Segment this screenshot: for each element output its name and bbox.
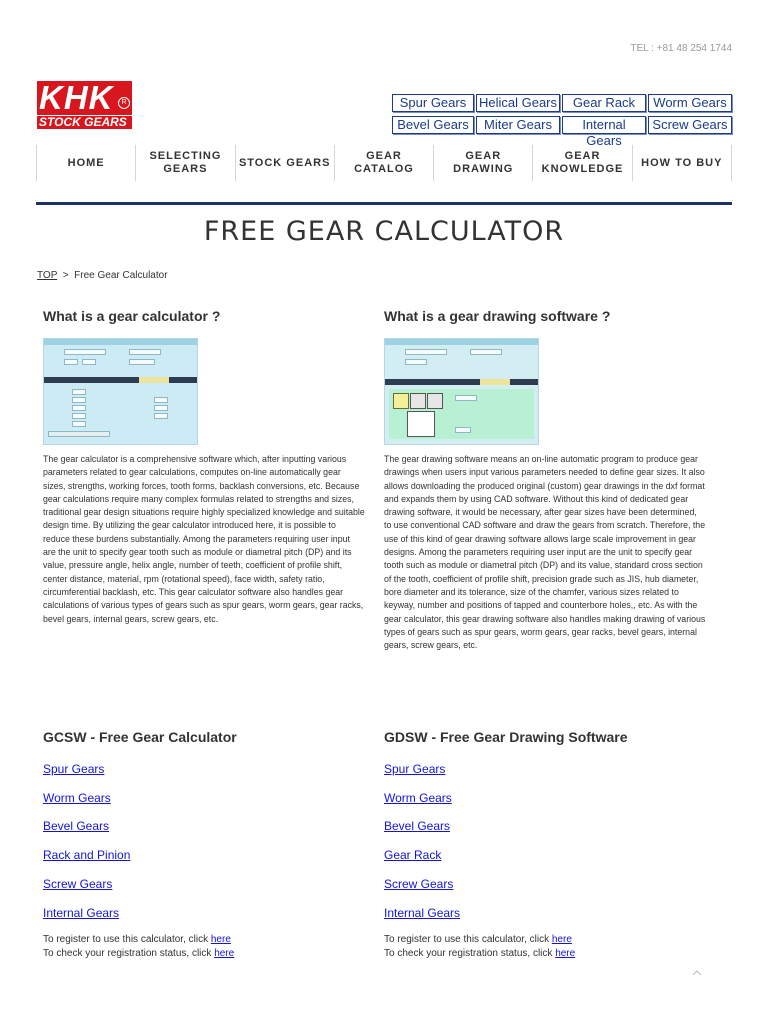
- phone-number: TEL : +81 48 254 1744: [630, 43, 732, 54]
- khk-logo[interactable]: [37, 81, 132, 127]
- gear-link-miter[interactable]: Miter Gears: [476, 116, 560, 134]
- nav-how-to-buy[interactable]: HOW TO BUY: [632, 145, 732, 181]
- gdsw-heading: GDSW - Free Gear Drawing Software: [384, 729, 628, 745]
- gcsw-link-spur-gears[interactable]: Spur Gears: [43, 762, 105, 776]
- gear-link-helical[interactable]: Helical Gears: [476, 94, 560, 112]
- gear-type-links: [392, 94, 732, 148]
- nav-home[interactable]: HOME: [36, 145, 135, 181]
- gcsw-register-here-link[interactable]: here: [210, 934, 231, 945]
- nav-gear-knowledge[interactable]: GEAR KNOWLEDGE: [532, 145, 631, 181]
- gdsw-link-screw-gears[interactable]: Screw Gears: [384, 877, 454, 891]
- gear-link-worm[interactable]: Worm Gears: [648, 94, 732, 112]
- gdsw-link-bevel-gears[interactable]: Bevel Gears: [384, 819, 451, 833]
- right-description: The gear drawing software means an on-line automatic program to produce gear drawings when users input various parameters needed to define gear sizes. It also allows downloading the produced original (custom) gear drawings in the dxf format and expands them by using CAD software. Without this kind of dedicated gear drawing software, it would be necessary, after gear sizes have been determined, to use conventional CAD software and draw the gears from scratch. Therefore, the use of this kind of gear drawing software allows large scale improvement in gear designs. Among the parameters requiring user input are the unit to specify gear tooth such as module or diametral pitch (DP) and its value, standard cross section of the tooth, coefficient of profile shift, precision grade such as JIS, hub diameter, bore diameter and its tolerance, size of the chamfer, various sizes related to keyway, number and positions of tapped and counterbore holes,, etc. As with the gear calculator, this gear drawing software also handles making drawing of various types of gears such as spur gears, worm gears, gear racks, bevel gears, internal gears, screw gears, etc.: [384, 454, 706, 651]
- gear-calculator-screenshot: [43, 338, 198, 445]
- gcsw-status-here-link[interactable]: here: [214, 948, 235, 959]
- gdsw-register-here-link[interactable]: here: [551, 934, 572, 945]
- nav-selecting-gears[interactable]: SELECTING GEARS: [135, 145, 234, 181]
- gdsw-link-worm-gears[interactable]: Worm Gears: [384, 791, 452, 805]
- gear-link-bevel[interactable]: Bevel Gears: [392, 116, 474, 134]
- breadcrumb-top-link[interactable]: TOP: [37, 270, 58, 281]
- gcsw-heading: GCSW - Free Gear Calculator: [43, 729, 237, 745]
- main-nav: [36, 145, 732, 181]
- gear-link-internal[interactable]: Internal Gears: [562, 116, 646, 134]
- gdsw-link-gear-rack[interactable]: Gear Rack: [384, 848, 442, 862]
- logo-subtext: STOCK GEARS: [39, 115, 127, 129]
- breadcrumb: TOP > Free Gear Calculator: [37, 270, 168, 281]
- gear-link-spur[interactable]: Spur Gears: [392, 94, 474, 112]
- gcsw-link-internal-gears[interactable]: Internal Gears: [43, 906, 120, 920]
- nav-gear-catalog[interactable]: GEAR CATALOG: [334, 145, 433, 181]
- gear-link-screw[interactable]: Screw Gears: [648, 116, 732, 134]
- nav-stock-gears[interactable]: STOCK GEARS: [235, 145, 334, 181]
- right-heading: What is a gear drawing software ?: [384, 308, 611, 324]
- gcsw-link-bevel-gears[interactable]: Bevel Gears: [43, 819, 110, 833]
- gear-link-rack[interactable]: Gear Rack: [562, 94, 646, 112]
- gear-drawing-screenshot: [384, 338, 539, 445]
- gcsw-link-screw-gears[interactable]: Screw Gears: [43, 877, 113, 891]
- left-description: The gear calculator is a comprehensive software which, after inputting various parameters related to gear calculations, computes on-line automatically gear sizes, strengths, working forces, tooth forms, backlash conversions, etc. Because gear calculations require many complex formulas related to strengths and sizes, traditional gear design situations require highly specialized knowledge and suitable design time. By utilizing the gear calculator introduced here, it is possible to reduce these burdens substantially. Among the parameters requiring user input are the unit to specify gear tooth such as module or diametral pitch (DP) and its value, pressure angle, helix angle, number of teeth, coefficient of profile shift, center distance, material, rpm (rotational speed), face width, safety ratio, circumferential backlash, etc. This gear calculator software also handles gear calculations of various types of gears such as spur gears, worm gears, gear racks, bevel gears, internal gears, screw gears, etc.: [43, 454, 365, 624]
- gdsw-link-internal-gears[interactable]: Internal Gears: [384, 906, 461, 920]
- nav-divider: [36, 202, 732, 205]
- registered-mark: R: [118, 97, 130, 109]
- page-title: FREE GEAR CALCULATOR: [203, 216, 565, 247]
- breadcrumb-current: Free Gear Calculator: [74, 270, 168, 281]
- gdsw-status-here-link[interactable]: here: [555, 948, 576, 959]
- gcsw-link-worm-gears[interactable]: Worm Gears: [43, 791, 111, 805]
- gdsw-registration: To register to use this calculator, click here To check your registration status, click here: [384, 934, 576, 959]
- gcsw-link-rack-and-pinion[interactable]: Rack and Pinion: [43, 848, 131, 862]
- gcsw-registration: To register to use this calculator, click here To check your registration status, click here: [43, 934, 235, 959]
- logo-text: KHK: [39, 79, 114, 116]
- nav-gear-drawing[interactable]: GEAR DRAWING: [433, 145, 532, 181]
- back-to-top-icon[interactable]: [690, 966, 704, 980]
- left-heading: What is a gear calculator ?: [43, 308, 221, 324]
- gdsw-link-spur-gears[interactable]: Spur Gears: [384, 762, 446, 776]
